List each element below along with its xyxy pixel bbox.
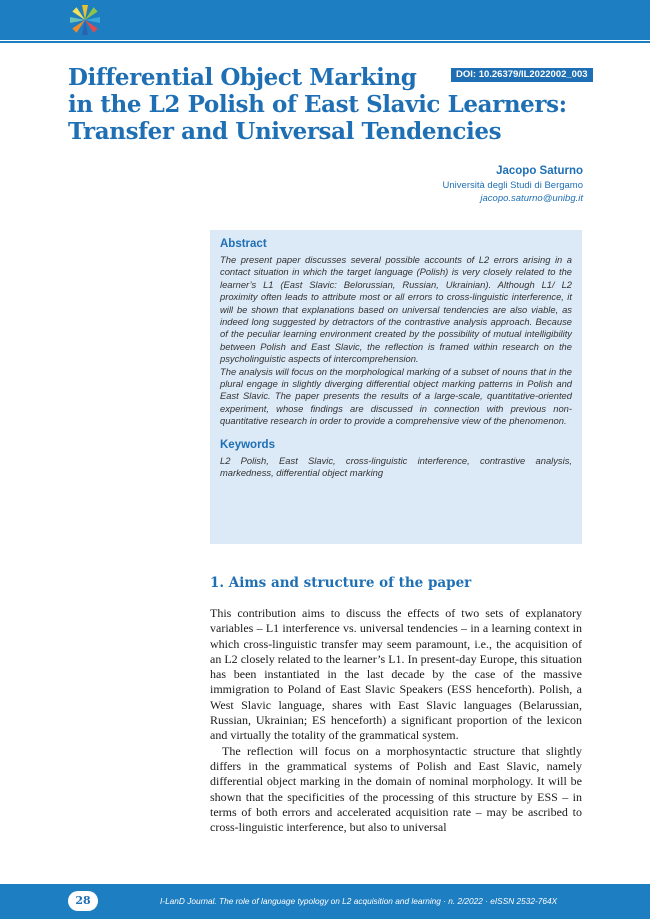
author-name: Jacopo Saturno xyxy=(496,165,583,177)
section-heading: 1. Aims and structure of the paper xyxy=(210,575,472,591)
body-paragraph: The reflection will focus on a morphosyntactic structure that slightly differs in the grammatical systems of Polish and East Slavic, namely differential object marking in the domain of nominal morphology. It will be shown that the specificities of the processing of this structure by ESS – in terms of both errors and accelerated acquisition rate – may be ascribed to cross-linguistic interference, but also to universal xyxy=(210,743,582,835)
abstract-paragraph: The present paper discusses several possible accounts of L2 errors arising in a contact situation in which the target language (Polish) is very closely related to the learner’s L1 (East Slavic: Belorussian, Russian, Ukrainian). Although L1/ L2 proximity often leads to attribute most or all errors to cross-linguistic interference, it will be shown that explanations based on universal tendencies are also viable, as indeed long suggested by detractors of the contrastive analysis approach. Because of the peculiar learning environment created by the possibility of mutual intelligibility between Polish and East Slavic, the reflection is framed within research on the psycholinguistic aspects of intercomprehension. xyxy=(220,254,572,365)
page-number: 28 xyxy=(68,891,98,911)
keywords-heading: Keywords xyxy=(220,438,275,451)
journal-citation: I-LanD Journal. The role of language typology on L2 acquisition and learning · n. 2/2022 · eISSN 2532-764X xyxy=(160,896,558,906)
pinwheel-logo-icon xyxy=(66,2,104,38)
keywords-text: L2 Polish, East Slavic, cross-linguistic interference, contrastive analysis, markedness, differential object marking xyxy=(220,454,572,479)
abstract-paragraph: The analysis will focus on the morphological marking of a subset of nouns that in the plural engage in slightly diverging differential object marking patterns in Polish and East Slavic. The paper presents the results of a large-scale, quantitative-oriented experiment, whose findings are discussed in connection with previous non-quantitative research in order to provide a comprehensive view of the phenomenon. xyxy=(220,365,572,427)
header-rule xyxy=(0,41,650,43)
abstract-box xyxy=(210,230,582,544)
author-affiliation: Università degli Studi di Bergamo xyxy=(442,180,583,191)
body-paragraph: This contribution aims to discuss the effects of two sets of explanatory variables – L1 interference vs. universal tendencies – in a learning context in which cross-linguistic transfer may seem paramount, i.e., the acquisition of an L2 closely related to the learner’s L1. In present-day Europe, this situation has been instantiated in the last decade by the case of the massive immigration to Poland of East Slavic Speakers (ESS henceforth). Polish, a West Slavic language, shares with East Slavic languages (Belarussian, Russian, Ukrainian; ES henceforth) a significant proportion of the lexicon and virtually the totality of the grammatical system. xyxy=(210,606,582,743)
title-line: Differential Object Marking xyxy=(68,64,417,91)
title-line: in the L2 Polish of East Slavic Learners: xyxy=(68,91,567,118)
abstract-heading: Abstract xyxy=(220,238,267,250)
section-body xyxy=(210,606,582,835)
author-block xyxy=(443,163,583,205)
title-line: Transfer and Universal Tendencies xyxy=(68,118,502,145)
doi-label: DOI: 10.26379/IL2022002_003 xyxy=(451,68,593,82)
author-email[interactable]: jacopo.saturno@unibg.it xyxy=(480,193,583,204)
article-title xyxy=(68,64,567,145)
